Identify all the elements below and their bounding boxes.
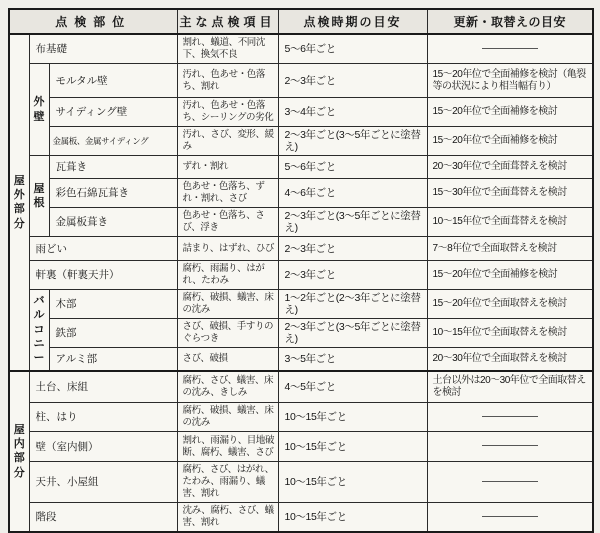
table-row bbox=[9, 462, 593, 503]
items-cell: 色あせ・色落ち、さび、浮き bbox=[177, 208, 278, 237]
table-row bbox=[9, 208, 593, 237]
period-cell: 2〜3年ごと bbox=[278, 64, 427, 98]
table-row bbox=[9, 371, 593, 403]
period-cell: 10〜15年ごと bbox=[278, 503, 427, 533]
renewal-cell: 7〜8年位で全面取替えを検討 bbox=[427, 237, 593, 261]
items-cell: 汚れ、さび、変形、緩み bbox=[177, 127, 278, 156]
part-cell: 鉄部 bbox=[49, 319, 177, 348]
table-row bbox=[9, 98, 593, 127]
renewal-cell: 土台以外は20〜30年位で全面取替えを検討 bbox=[427, 371, 593, 403]
items-cell: 汚れ、色あせ・色落ち、割れ bbox=[177, 64, 278, 98]
period-cell: 2〜3年ごと bbox=[278, 261, 427, 290]
part-cell: サイディング壁 bbox=[49, 98, 177, 127]
no-value-dash bbox=[482, 516, 538, 517]
part-cell: 雨どい bbox=[29, 237, 177, 261]
part-cell: 金属板葺き bbox=[49, 208, 177, 237]
items-cell: 割れ、蟻道、不同沈下、換気不良 bbox=[177, 34, 278, 64]
header-period: 点検時期の目安 bbox=[278, 9, 427, 34]
header-renewal: 更新・取替えの目安 bbox=[427, 9, 593, 34]
table-row bbox=[9, 348, 593, 371]
part-cell: 金属板、金属サイディング bbox=[49, 127, 177, 156]
group-label-outdoor: 屋外部分 bbox=[9, 34, 29, 371]
table-row bbox=[9, 319, 593, 348]
period-cell: 2〜3年ごと(3〜5年ごとに塗替え) bbox=[278, 319, 427, 348]
renewal-cell: 15〜30年位で全面葺替えを検討 bbox=[427, 179, 593, 208]
items-cell: さび、破損、手すりのぐらつき bbox=[177, 319, 278, 348]
period-cell: 2〜3年ごと bbox=[278, 237, 427, 261]
header-part: 点検部位 bbox=[9, 9, 177, 34]
table-row bbox=[9, 64, 593, 98]
no-value-dash bbox=[482, 445, 538, 446]
table-row bbox=[9, 179, 593, 208]
no-value-dash bbox=[482, 416, 538, 417]
items-cell: 汚れ、色あせ・色落ち、シーリングの劣化 bbox=[177, 98, 278, 127]
group-label-indoor: 屋内部分 bbox=[9, 371, 29, 533]
items-cell: 詰まり、はずれ、ひび bbox=[177, 237, 278, 261]
renewal-cell bbox=[427, 403, 593, 432]
period-cell: 5〜6年ごと bbox=[278, 34, 427, 64]
table-row bbox=[9, 503, 593, 533]
renewal-cell: 15〜20年位で全面補修を検討（亀裂等の状況により相当幅有り） bbox=[427, 64, 593, 98]
items-cell: さび、破損 bbox=[177, 348, 278, 371]
table-row bbox=[9, 290, 593, 319]
table-row bbox=[9, 127, 593, 156]
items-cell: 腐朽、破損、蟻害、床の沈み bbox=[177, 290, 278, 319]
period-cell: 10〜15年ごと bbox=[278, 403, 427, 432]
renewal-cell: 20〜30年位で全面取替えを検討 bbox=[427, 348, 593, 371]
renewal-cell: 15〜20年位で全面取替えを検討 bbox=[427, 290, 593, 319]
period-cell: 1〜2年ごと(2〜3年ごとに塗替え) bbox=[278, 290, 427, 319]
items-cell: 沈み、腐朽、さび、蟻害、割れ bbox=[177, 503, 278, 533]
renewal-cell bbox=[427, 34, 593, 64]
items-cell: 腐朽、さび、はがれ、たわみ、雨漏り、蟻害、割れ bbox=[177, 462, 278, 503]
part-cell: 柱、はり bbox=[29, 403, 177, 432]
part-cell: 壁（室内側） bbox=[29, 432, 177, 462]
items-cell: 腐朽、破損、蟻害、床の沈み bbox=[177, 403, 278, 432]
period-cell: 3〜5年ごと bbox=[278, 348, 427, 371]
table-row bbox=[9, 432, 593, 462]
period-cell: 5〜6年ごと bbox=[278, 156, 427, 179]
part-cell: 彩色石綿瓦葺き bbox=[49, 179, 177, 208]
header-row bbox=[9, 9, 593, 34]
table-row bbox=[9, 237, 593, 261]
no-value-dash bbox=[482, 481, 538, 482]
period-cell: 4〜6年ごと bbox=[278, 179, 427, 208]
subgroup-label-balcony: バルコニー bbox=[29, 290, 49, 371]
period-cell: 10〜15年ごと bbox=[278, 462, 427, 503]
part-cell: 軒裏（軒裏天井） bbox=[29, 261, 177, 290]
period-cell: 2〜3年ごと(3〜5年ごとに塗替え) bbox=[278, 127, 427, 156]
part-cell: 土台、床組 bbox=[29, 371, 177, 403]
table-row bbox=[9, 34, 593, 64]
part-cell: 木部 bbox=[49, 290, 177, 319]
renewal-cell: 15〜20年位で全面補修を検討 bbox=[427, 261, 593, 290]
table-row bbox=[9, 403, 593, 432]
part-cell: 階段 bbox=[29, 503, 177, 533]
subgroup-label-wall: 外壁 bbox=[29, 64, 49, 156]
items-cell: ずれ・割れ bbox=[177, 156, 278, 179]
part-cell: モルタル壁 bbox=[49, 64, 177, 98]
part-cell: 布基礎 bbox=[29, 34, 177, 64]
header-items: 主な点検項目 bbox=[177, 9, 278, 34]
subgroup-label-roof: 屋根 bbox=[29, 156, 49, 237]
items-cell: 色あせ・色落ち、ずれ・割れ、さび bbox=[177, 179, 278, 208]
renewal-cell: 10〜15年位で全面取替えを検討 bbox=[427, 319, 593, 348]
part-cell: アルミ部 bbox=[49, 348, 177, 371]
renewal-cell: 15〜20年位で全面補修を検討 bbox=[427, 98, 593, 127]
renewal-cell bbox=[427, 503, 593, 533]
renewal-cell: 15〜20年位で全面補修を検討 bbox=[427, 127, 593, 156]
table-row bbox=[9, 156, 593, 179]
part-cell: 瓦葺き bbox=[49, 156, 177, 179]
period-cell: 2〜3年ごと(3〜5年ごとに塗替え) bbox=[278, 208, 427, 237]
period-cell: 4〜5年ごと bbox=[278, 371, 427, 403]
renewal-cell bbox=[427, 432, 593, 462]
no-value-dash bbox=[482, 48, 538, 49]
renewal-cell: 10〜15年位で全面葺替えを検討 bbox=[427, 208, 593, 237]
period-cell: 10〜15年ごと bbox=[278, 432, 427, 462]
renewal-cell bbox=[427, 462, 593, 503]
renewal-cell: 20〜30年位で全面葺替えを検討 bbox=[427, 156, 593, 179]
part-cell: 天井、小屋組 bbox=[29, 462, 177, 503]
table-row bbox=[9, 261, 593, 290]
items-cell: 割れ、雨漏り、目地破断、腐朽、蟻害、さび bbox=[177, 432, 278, 462]
period-cell: 3〜4年ごと bbox=[278, 98, 427, 127]
items-cell: 腐朽、さび、蟻害、床の沈み、きしみ bbox=[177, 371, 278, 403]
inspection-table bbox=[8, 8, 594, 533]
items-cell: 腐朽、雨漏り、はがれ、たわみ bbox=[177, 261, 278, 290]
